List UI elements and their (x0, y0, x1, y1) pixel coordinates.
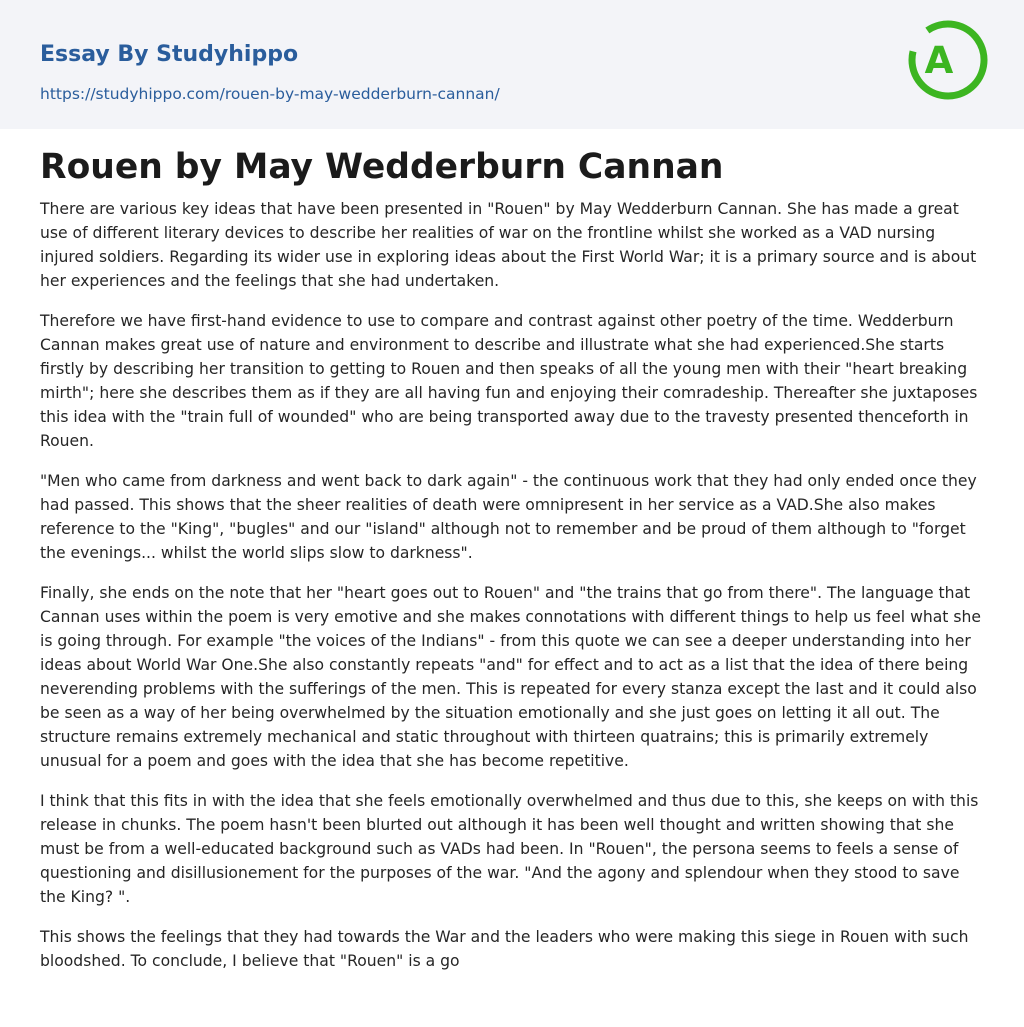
site-header (0, 0, 1024, 129)
article-paragraph: This shows the feelings that they had towards the War and the leaders who were making this siege in Rouen with such bloodshed. To conclude, I believe that "Rouen" is a go (40, 927, 969, 970)
studyhippo-logo-icon[interactable] (908, 18, 988, 106)
logo-letter: A (924, 39, 954, 82)
article-paragraph: "Men who came from darkness and went back to dark again" - the continuous work that they had only ended once they had passed. This shows that the sheer realities of death were omnipresent in her service as a VAD.She also makes reference to the "King", "bugles" and our "island" although not to remember and be proud of them although to "forget the evenings... whilst the world slips slow to darkness". (40, 471, 977, 562)
article-paragraph: Finally, she ends on the note that her "heart goes out to Rouen" and "the trains that go from there". The language that Cannan uses within the poem is very emotive and she makes connotations with different things to help us feel what she is going through. For example "the voices of the Indians" - from this quote we can see a deeper understanding into her ideas about World War One.She also constantly repeats "and" for effect and to act as a list that the idea of there being neverending problems with the sufferings of the men. This is repeated for every stanza except the last and it could also be seen as a way of her being overwhelmed by the situation emotionally and she just goes on letting it all out. The structure remains extremely mechanical and static throughout with thirteen quatrains; this is primarily extremely unusual for a poem and goes with the idea that she has become repetitive. (40, 583, 981, 770)
article-paragraph: I think that this fits in with the idea that she feels emotionally overwhelmed and thus due to this, she keeps on with this release in chunks. The poem hasn't been blurted out although it has been well thought and written showing that she must be from a well-educated background such as VADs had been. In "Rouen", the persona seems to feels a sense of questioning and disillusionement for the purposes of the war. "And the agony and splendour when they stood to save the King? ". (40, 791, 979, 906)
source-url-link[interactable]: https://studyhippo.com/rouen-by-may-wedderburn-cannan/ (40, 85, 500, 103)
article-paragraph: There are various key ideas that have been presented in "Rouen" by May Wedderburn Cannan. She has made a great use of different literary devices to describe her realities of war on the frontline whilst she worked as a VAD nursing injured soldiers. Regarding its wider use in exploring ideas about the First World War; it is a primary source and is about her experiences and the feelings that she had undertaken. (40, 199, 977, 290)
brand-title[interactable]: Essay By Studyhippo (40, 42, 299, 67)
article-paragraph: Therefore we have first-hand evidence to use to compare and contrast against other poetry of the time. Wedderburn Cannan makes great use of nature and environment to describe and illustrate what she had experienced.She starts firstly by describing her transition to getting to Rouen and then speaks of all the young men with their "heart breaking mirth"; here she describes them as if they are all having fun and enjoying their comradeship. Thereafter she juxtaposes this idea with the "train full of wounded" who are being transported away due to the travesty presented thenceforth in Rouen. (40, 311, 978, 450)
article (0, 148, 1024, 973)
page-title: Rouen by May Wedderburn Cannan (40, 147, 724, 187)
